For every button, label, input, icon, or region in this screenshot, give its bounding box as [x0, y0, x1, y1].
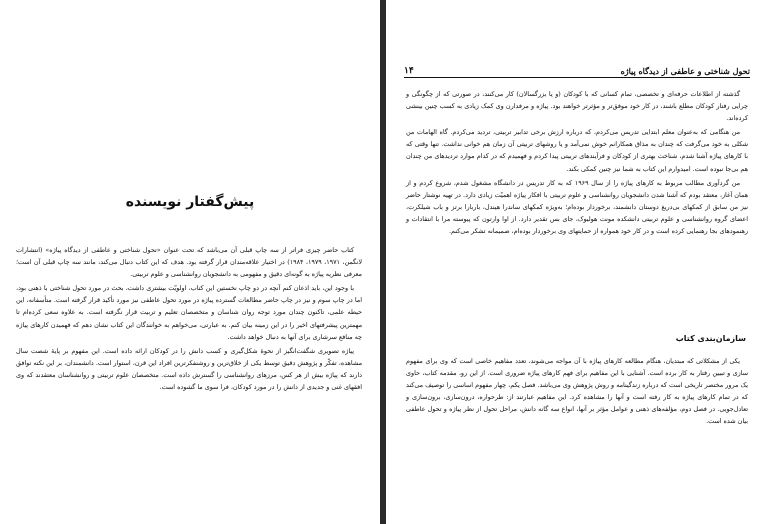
section-heading: سازمان‌بندی کتاب	[675, 334, 746, 343]
right-body-text-2	[406, 355, 748, 430]
paragraph: کتاب حاضر چیزی فراتر از سه چاپ قبلی آن می‌باشد که تحت عنوان «تحول شناختی و عاطفی از دیدگاه پیاژه» (انتشارات لانگمن، ۱۹۷۱، ۱۹۷۹، ۱۹۸۴) در اختیار علاقه‌مندان قرار گرفته بود. هدف که این کتاب دنبال می‌کند، مانند سه چاپ قبلی آن است؛ معرفی نظریه پیاژه به گونه‌ای دقیق و مفهومی به دانشجویان روانشناسی و علوم تربیتی.	[16, 246, 362, 279]
left-body-text	[16, 244, 362, 395]
page-number: ۱۴	[404, 66, 414, 76]
paragraph: یکی از مشکلاتی که مبتدیان، هنگام مطالعه کارهای پیاژه با آن مواجه می‌شوند، تعدد مفاهیم خاصی است که وی برای مفهوم سازی و تبیین رفتار به کار برده است. آشنایی با این مفاهیم برای فهم کارهای پیاژه ضروری است. از این رو، مقدمه کتاب، حاوی یک مرور مختصر تاریخی است که درباره زندگینامه و روش پژوهش وی می‌باشد. فصل یکم، چهار مفهوم اساسی را توصیف می‌کند که در تمام کارهای پیاژه به کار رفته است و آنها را مشاهده کرد. این مفاهیم عبارتند از: طرحواره، درون‌سازی، برون‌سازی و تعادل‌جویی. در فصل دوم، مؤلفه‌های ذهنی و عوامل مؤثر بر آنها، انواع سه گانه دانش، مراحل تحول از نظر پیاژه و تحول عاطفی بیان شده است.	[406, 357, 748, 426]
left-page	[0, 0, 380, 524]
running-head	[404, 60, 750, 78]
paragraph: پیاژه تصویری شگفت‌انگیز از نحوهٔ شکل‌گیری و کسب دانش را در کودکان ارائه داده است. این مفهوم بر پایهٔ شصت سال مشاهده، تفکّر و پژوهش دقیق توسط یکی از خلاق‌ترین و روشنفکرترین افراد این قرن، استوار است. دانشمندان، بر این نکته توافق دارند که پیاژه بیش از هر کس، مرزهای روانشناسی را گسترش داده است. متخصصان علوم تربیتی و روانشناسان معتقدند که وی افقهای غنی و جدیدی از دانش را در مورد کودکان، فرا سوی ما گشوده است.	[16, 346, 362, 392]
paragraph: با وجود این، باید اذعان کنم آنچه در دو چاپ نخستین این کتاب، اولویّت بیشتری داشت، بحث در مورد تحول شناختی با ذهنی بود، اما در چاپ سوم و نیز در چاپ حاضر مطالعات گسترده پیاژه در مورد تحول عاطفی نیز مورد تأکید قرار گرفته است. متأسفانه، این حیطه علمی، تاکنون چندان مورد توجه روان شناسان و متخصصان تعلیم و تربیت قرار نگرفته است. به علاوه سعی کرده‌ام تا مهمترین پیشرفتهای اخیر را در این زمینه بیان کنم. به عبارتی، می‌خواهم به خوانندگان این کتاب نشان دهم که فهمیدن کارهای پیاژه چه منافع سرشاری برای آنها به دنبال خواهد داشت.	[16, 284, 362, 341]
running-head-title: تحول شناختی و عاطفی از دیدگاه پیاژه	[620, 66, 750, 76]
right-page	[386, 0, 768, 524]
page-title: پیش‌گفتار نویسنده	[125, 194, 255, 210]
paragraph: من هنگامی که به‌عنوان معلم ابتدایی تدریس می‌کردم، که درباره ارزش برخی تدابیر تربیتی، تردید می‌کردم. گاه الهامات من شکلی به خود می‌گرفت که چندان به مذاق همکارانم خوش نمی‌آمد و یا روشهای تربیتی آن زمان هم خوانی نداشت. تنها وقتی که با کارهای پیاژه آشنا شدم، شناخت بهتری از کودکان و فرآیندهای تربیتی پیدا کردم و فهمیدم که در کدام موارد تردیدهای من چندان هم بی‌جا نبوده است. امیدوارم این کتاب به شما نیز چنین کمکی بکند.	[406, 128, 748, 173]
paragraph: من گردآوری مطالب مربوط به کارهای پیاژه را از سال ۱۹۶۹ که به کار تدریس در دانشگاه مشغول شدم، شروع کردم و از همان آغاز، معتقد بودم که آشنا شدن دانشجویان روانشناسی و علوم تربیتی با افکار پیاژه اهمیّت زیادی دارد. در تهیه نوشتار حاضر نیز من سابق از کمکهای بی‌دریغ دوستان دانشمند، برخوردار بوده‌ام؛ به‌ویژه کمکهای ساندرا هیندل، باربارا برتز و باب شیلکرت، اعضای گروه روانشناسی و علوم تربیتی دانشکده مونت هولیوک، جای بس تقدیر دارد. از اوا وارتون که پیوسته مرا با انتقادات و رهنمودهای بجا رهنمایی کرده است و در کار خود همواره از حمایتهای وی برخوردار بوده‌ام، صمیمانه تشکر می‌کنم.	[406, 178, 748, 236]
paragraph: گذشته از اطلاعات حرفه‌ای و تخصصی، تمام کسانی که با کودکان (و یا بزرگسالان) کار می‌کنند، در صورتی که از چگونگی و چرایی رفتار کودکان مطلع باشند، در کار خود موفق‌تر و مؤثرتر خواهند بود. پیاژه و مرفدارن وی کمک زیادی به کسب چنین بینشی کرده‌اند.	[406, 90, 748, 123]
right-body-text	[406, 88, 748, 239]
